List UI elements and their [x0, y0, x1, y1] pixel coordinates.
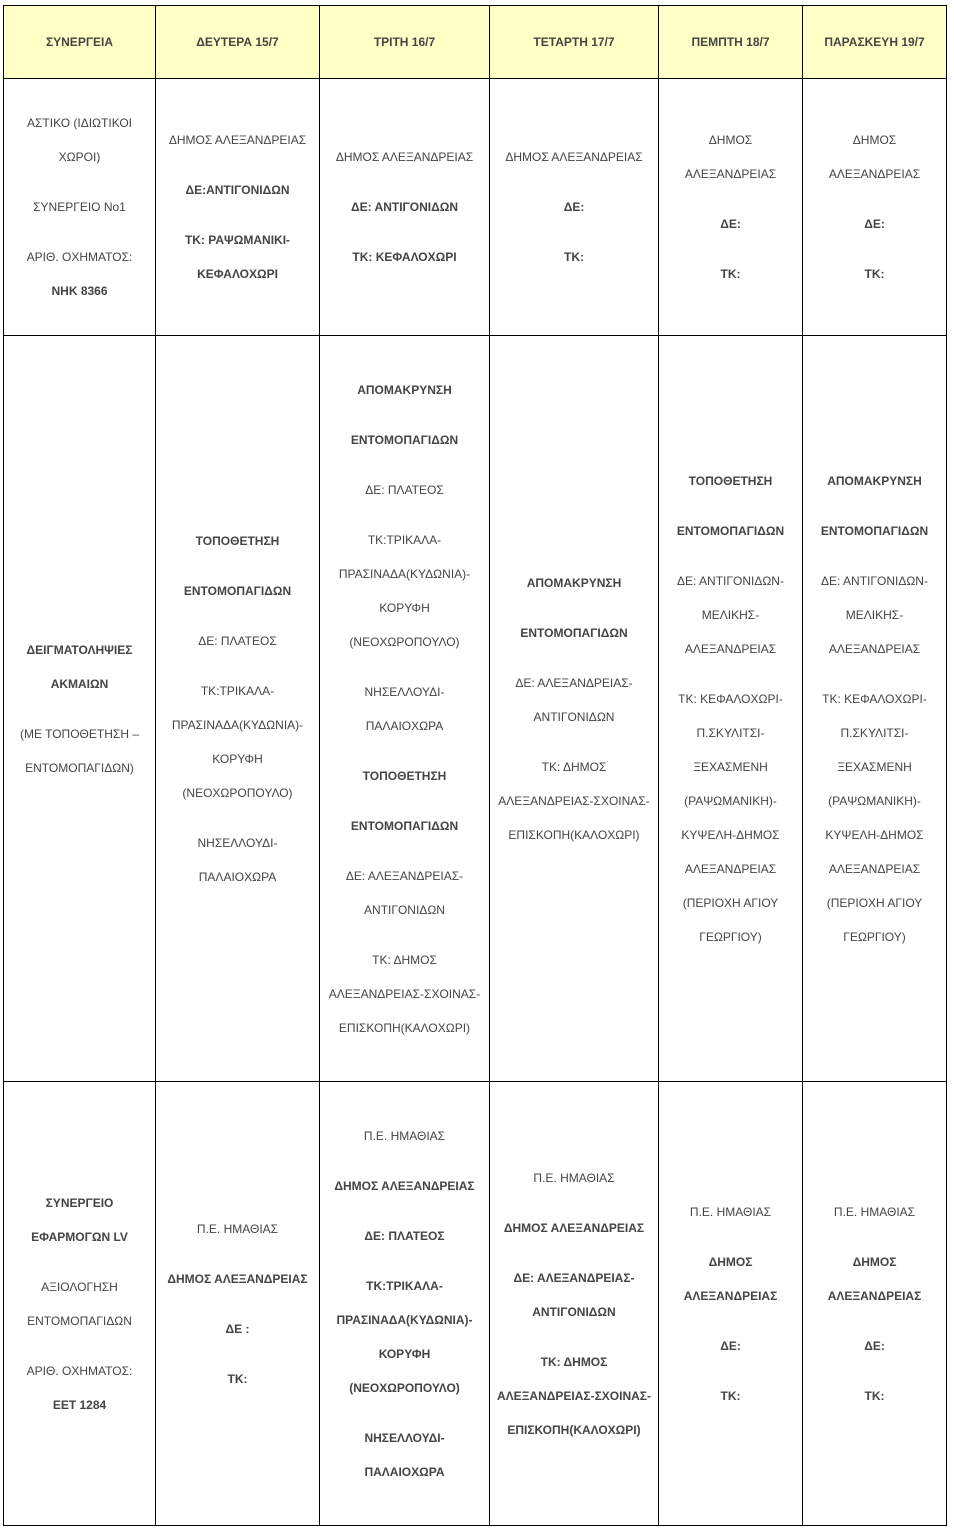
cell-text: ΤΚ: — [227, 1371, 248, 1386]
cell-paragraph — [496, 240, 652, 274]
cell-paragraph — [496, 1261, 652, 1329]
cell-paragraph — [326, 809, 483, 843]
cell-paragraph — [326, 1119, 483, 1153]
cell-text: ΝΗΣΕΛΛΟΥΔΙ-ΠΑΛΑΙΟΧΩΡΑ — [364, 684, 445, 733]
cell-paragraph — [162, 624, 313, 658]
cell-paragraph — [10, 717, 149, 785]
cell-paragraph — [326, 1269, 483, 1405]
cell-paragraph — [162, 574, 313, 608]
cell-text: ΕΝΤΟΜΟΠΑΓΙΔΩΝ — [183, 583, 292, 598]
cell-text: ΔΕ: ΠΛΑΤΕΟΣ — [198, 633, 277, 648]
day-cell — [320, 336, 490, 1082]
cell-paragraph — [326, 190, 483, 224]
cell-text: ΤΚ:ΤΡΙΚΑΛΑ-ΠΡΑΣΙΝΑΔΑ(ΚΥΔΩΝΙΑ)-ΚΟΡΥΦΗ (ΝΕΟΧΩΡΟΠΟΥΛΟ) — [336, 1278, 473, 1395]
cell-paragraph — [809, 123, 940, 191]
cell-paragraph — [496, 190, 652, 224]
cell-text: ΕΝΤΟΜΟΠΑΓΙΔΩΝ — [350, 818, 459, 833]
cell-paragraph — [326, 523, 483, 659]
cell-paragraph — [10, 1354, 149, 1422]
cell-text: ΔΕ: ΑΝΤΙΓΟΝΙΔΩΝ-ΜΕΛΙΚΗΣ-ΑΛΕΞΑΝΔΡΕΙΑΣ — [821, 573, 928, 656]
cell-paragraph — [162, 1312, 313, 1346]
day-cell — [156, 79, 320, 336]
header-cell-tuesday: ΤΡΙΤΗ 16/7 — [320, 6, 490, 79]
cell-paragraph — [10, 190, 149, 224]
day-cell — [490, 1082, 659, 1526]
cell-paragraph — [496, 1345, 652, 1447]
cell-text: ΤΚ: — [720, 1388, 741, 1403]
cell-text: ΤΟΠΟΘΕΤΗΣΗ — [362, 768, 447, 783]
cell-paragraph — [162, 674, 313, 810]
cell-text: ΔΕ: ΑΛΕΞΑΝΔΡΕΙΑΣ-ΑΝΤΙΓΟΝΙΔΩΝ — [345, 868, 464, 917]
vehicle-plate: ΝΗΚ 8366 — [51, 284, 108, 298]
cell-text: Π.Ε. ΗΜΑΘΙΑΣ — [363, 1128, 446, 1143]
cell-paragraph — [10, 1270, 149, 1338]
cell-text: ΔΕ: ΠΛΑΤΕΟΣ — [365, 482, 444, 497]
cell-paragraph — [162, 173, 313, 207]
cell-text: ΑΡΙΘ. ΟΧΗΜΑΤΟΣ: — [26, 1363, 133, 1378]
cell-text: ΤΚ: — [864, 267, 885, 281]
cell-paragraph — [326, 859, 483, 927]
cell-text: ΑΞΙΟΛΟΓΗΣΗ ΕΝΤΟΜΟΠΑΓΙΔΩΝ — [27, 1279, 132, 1328]
cell-text: ΤΚ:ΤΡΙΚΑΛΑ-ΠΡΑΣΙΝΑΔΑ(ΚΥΔΩΝΙΑ)-ΚΟΡΥΦΗ (ΝΕΟΧΩΡΟΠΟΥΛΟ) — [338, 532, 471, 649]
cell-text: ΔΗΜΟΣ ΑΛΕΞΑΝΔΡΕΙΑΣ — [334, 1178, 475, 1193]
cell-paragraph — [326, 943, 483, 1045]
cell-paragraph — [809, 207, 940, 241]
cell-paragraph — [496, 566, 652, 600]
cell-text: ΑΠΟΜΑΚΡΥΝΣΗ — [827, 473, 922, 488]
day-cell — [320, 1082, 490, 1526]
cell-text: ΕΝΤΟΜΟΠΑΓΙΔΩΝ — [520, 625, 628, 640]
cell-paragraph — [162, 123, 313, 157]
cell-paragraph — [809, 1195, 940, 1229]
cell-paragraph — [809, 682, 940, 954]
cell-paragraph — [326, 759, 483, 793]
cell-paragraph — [10, 633, 149, 701]
cell-text: ΔΕ: ΠΛΑΤΕΟΣ — [364, 1228, 445, 1243]
cell-paragraph — [665, 1245, 796, 1313]
cell-paragraph — [665, 564, 796, 666]
cell-text: ΤΚ: ΚΕΦΑΛΟΧΩΡΙ — [352, 250, 457, 264]
cell-text: ΣΥΝΕΡΓΕΙΟ ΕΦΑΡΜΟΓΩΝ LV — [31, 1195, 128, 1244]
cell-text: ΔΗΜΟΣ ΑΛΕΞΑΝΔΡΕΙΑΣ — [683, 1254, 778, 1303]
cell-text: ΕΝΤΟΜΟΠΑΓΙΔΩΝ — [820, 523, 929, 538]
cell-text: ΤΚ: — [720, 267, 741, 281]
cell-text: Π.Ε. ΗΜΑΘΙΑΣ — [689, 1204, 772, 1219]
cell-paragraph — [665, 1195, 796, 1229]
cell-text: ΔΗΜΟΣ ΑΛΕΞΑΝΔΡΕΙΑΣ — [168, 133, 307, 147]
cell-paragraph — [326, 140, 483, 174]
cell-paragraph — [496, 750, 652, 852]
cell-paragraph — [10, 106, 149, 174]
cell-text: ΔΗΜΟΣ ΑΛΕΞΑΝΔΡΕΙΑΣ — [503, 1220, 645, 1235]
cell-text: ΔΕ : — [225, 1321, 250, 1336]
day-cell — [156, 1082, 320, 1526]
cell-paragraph — [496, 1211, 652, 1245]
cell-paragraph — [809, 514, 940, 548]
cell-text: ΔΕΙΓΜΑΤΟΛΗΨΙΕΣ ΑΚΜΑΙΩΝ — [26, 642, 133, 691]
cell-text: ΕΝΤΟΜΟΠΑΓΙΔΩΝ — [676, 523, 785, 538]
cell-paragraph — [809, 257, 940, 291]
cell-text: ΝΗΣΕΛΛΟΥΔΙ-ΠΑΛΑΙΟΧΩΡΑ — [364, 1430, 445, 1479]
cell-text: ΔΕ: ΑΛΕΞΑΝΔΡΕΙΑΣ-ΑΝΤΙΓΟΝΙΔΩΝ — [513, 1270, 635, 1319]
cell-paragraph — [496, 1161, 652, 1195]
cell-paragraph — [326, 240, 483, 274]
cell-text: ΤΚ:ΤΡΙΚΑΛΑ-ΠΡΑΣΙΝΑΔΑ(ΚΥΔΩΝΙΑ)-ΚΟΡΥΦΗ (ΝΕΟΧΩΡΟΠΟΥΛΟ) — [171, 683, 304, 800]
cell-text: Π.Ε. ΗΜΑΘΙΑΣ — [833, 1204, 916, 1219]
cell-paragraph — [326, 1219, 483, 1253]
cell-text: ΑΣΤΙΚΟ (ΙΔΙΩΤΙΚΟΙ ΧΩΡΟΙ) — [26, 116, 132, 164]
cell-text: ΤΟΠΟΘΕΤΗΣΗ — [688, 473, 773, 488]
cell-paragraph — [326, 373, 483, 407]
cell-text: ΤΚ: ΚΕΦΑΛΟΧΩΡΙ-Π.ΣΚΥΛΙΤΣΙ-ΞΕΧΑΣΜΕΝΗ (ΡΑΨΩΜΑΝΙΚΗ)-ΚΥΨΕΛΗ-ΔΗΜΟΣ ΑΛΕΞΑΝΔΡΕΙΑΣ (ΠΕΡΙΟΧΗ ΑΓΙΟΥ ΓΕΩΡΓΙΟΥ) — [678, 691, 783, 944]
cell-text: ΑΡΙΘ. ΟΧΗΜΑΤΟΣ: — [26, 250, 133, 264]
day-cell — [490, 79, 659, 336]
cell-text: ΔΕ: — [720, 1338, 741, 1353]
cell-text: ΔΕ: — [720, 217, 741, 231]
header-cell-monday: ΔΕΥΤΕΡΑ 15/7 — [156, 6, 320, 79]
cell-paragraph — [665, 1329, 796, 1363]
day-cell — [659, 79, 803, 336]
cell-text: ΔΕ: — [864, 1338, 885, 1353]
day-cell — [156, 336, 320, 1082]
cell-paragraph — [162, 826, 313, 894]
cell-paragraph — [496, 666, 652, 734]
cell-paragraph — [665, 1379, 796, 1413]
cell-paragraph — [326, 1421, 483, 1489]
cell-text: ΤΚ: ΡΑΨΩΜΑΝΙΚΙ-ΚΕΦΑΛΟΧΩΡΙ — [184, 233, 291, 281]
cell-text: ΤΚ: ΔΗΜΟΣ ΑΛΕΞΑΝΔΡΕΙΑΣ-ΣΧΟΙΝΑΣ-ΕΠΙΣΚΟΠΗ(ΚΑΛΟΧΩΡΙ) — [328, 952, 481, 1035]
cell-text: ΔΗΜΟΣ ΑΛΕΞΑΝΔΡΕΙΑΣ — [167, 1271, 308, 1286]
cell-text: ΑΠΟΜΑΚΡΥΝΣΗ — [526, 575, 622, 590]
cell-paragraph — [326, 675, 483, 743]
header-cell-friday: ΠΑΡΑΣΚΕΥΗ 19/7 — [803, 6, 947, 79]
cell-text: ΤΚ: ΔΗΜΟΣ ΑΛΕΞΑΝΔΡΕΙΑΣ-ΣΧΟΙΝΑΣ-ΕΠΙΣΚΟΠΗ(ΚΑΛΟΧΩΡΙ) — [498, 759, 650, 842]
cell-paragraph — [809, 1329, 940, 1363]
table-row — [4, 79, 947, 336]
header-row — [4, 6, 947, 79]
cell-paragraph — [10, 1186, 149, 1254]
cell-paragraph — [809, 464, 940, 498]
cell-paragraph — [809, 1379, 940, 1413]
cell-paragraph — [496, 616, 652, 650]
team-cell — [4, 1082, 156, 1526]
cell-paragraph — [665, 123, 796, 191]
cell-text: ΤΚ: ΔΗΜΟΣ ΑΛΕΞΑΝΔΡΕΙΑΣ-ΣΧΟΙΝΑΣ-ΕΠΙΣΚΟΠΗ(ΚΑΛΟΧΩΡΙ) — [497, 1354, 651, 1437]
cell-paragraph — [326, 1169, 483, 1203]
cell-text: ΔΗΜΟΣ ΑΛΕΞΑΝΔΡΕΙΑΣ — [827, 1254, 922, 1303]
day-cell — [803, 336, 947, 1082]
schedule-table — [3, 5, 947, 1526]
cell-text: ΝΗΣΕΛΛΟΥΔΙ-ΠΑΛΑΙΟΧΩΡΑ — [197, 835, 278, 884]
cell-paragraph — [162, 1262, 313, 1296]
cell-text: ΤΟΠΟΘΕΤΗΣΗ — [195, 533, 280, 548]
cell-paragraph — [665, 257, 796, 291]
cell-text: Π.Ε. ΗΜΑΘΙΑΣ — [533, 1170, 615, 1185]
cell-text: ΤΚ: — [564, 250, 584, 264]
cell-text: ΔΕ: ΑΝΤΙΓΟΝΙΔΩΝ-ΜΕΛΙΚΗΣ-ΑΛΕΞΑΝΔΡΕΙΑΣ — [677, 573, 784, 656]
cell-text: ΔΕ: — [563, 200, 585, 214]
cell-paragraph — [665, 464, 796, 498]
day-cell — [490, 336, 659, 1082]
cell-paragraph — [10, 240, 149, 308]
cell-paragraph — [809, 1245, 940, 1313]
team-cell — [4, 336, 156, 1082]
header-cell-thursday: ΠΕΜΠΤΗ 18/7 — [659, 6, 803, 79]
header-cell-teams: ΣΥΝΕΡΓΕΙΑ — [4, 6, 156, 79]
team-cell — [4, 79, 156, 336]
cell-text: ΔΕ: — [864, 217, 885, 231]
cell-text: ΔΕ: ΑΛΕΞΑΝΔΡΕΙΑΣ-ΑΝΤΙΓΟΝΙΔΩΝ — [515, 675, 633, 724]
cell-text: ΤΚ: — [864, 1388, 885, 1403]
cell-paragraph — [326, 423, 483, 457]
cell-paragraph — [665, 207, 796, 241]
cell-text: ΔΗΜΟΣ ΑΛΕΞΑΝΔΡΕΙΑΣ — [828, 133, 921, 181]
cell-text: ΤΚ: ΚΕΦΑΛΟΧΩΡΙ-Π.ΣΚΥΛΙΤΣΙ-ΞΕΧΑΣΜΕΝΗ (ΡΑΨΩΜΑΝΙΚΗ)-ΚΥΨΕΛΗ-ΔΗΜΟΣ ΑΛΕΞΑΝΔΡΕΙΑΣ (ΠΕΡΙΟΧΗ ΑΓΙΟΥ ΓΕΩΡΓΙΟΥ) — [822, 691, 927, 944]
day-cell — [320, 79, 490, 336]
cell-text: ΔΕ:ΑΝΤΙΓΟΝΙΔΩΝ — [185, 183, 290, 197]
cell-paragraph — [809, 564, 940, 666]
cell-text: ΣΥΝΕΡΓΕΙΟ Νο1 — [33, 200, 126, 214]
header-cell-wednesday: ΤΕΤΑΡΤΗ 17/7 — [490, 6, 659, 79]
day-cell — [659, 1082, 803, 1526]
cell-paragraph — [162, 524, 313, 558]
table-row — [4, 1082, 947, 1526]
cell-text: ΕΝΤΟΜΟΠΑΓΙΔΩΝ — [350, 432, 459, 447]
cell-paragraph — [162, 1212, 313, 1246]
cell-paragraph — [162, 1362, 313, 1396]
cell-text: Π.Ε. ΗΜΑΘΙΑΣ — [196, 1221, 279, 1236]
day-cell — [803, 1082, 947, 1526]
cell-text: (ΜΕ ΤΟΠΟΘΕΤΗΣΗ –ΕΝΤΟΜΟΠΑΓΙΔΩΝ) — [20, 726, 139, 775]
cell-text: ΔΗΜΟΣ ΑΛΕΞΑΝΔΡΕΙΑΣ — [335, 150, 474, 164]
cell-paragraph — [665, 682, 796, 954]
cell-paragraph — [162, 223, 313, 291]
vehicle-plate: ΕΕΤ 1284 — [52, 1397, 107, 1412]
cell-text: ΔΕ: ΑΝΤΙΓΟΝΙΔΩΝ — [351, 200, 458, 214]
table-row — [4, 336, 947, 1082]
cell-paragraph — [326, 473, 483, 507]
cell-paragraph — [496, 140, 652, 174]
day-cell — [803, 79, 947, 336]
cell-text: ΔΗΜΟΣ ΑΛΕΞΑΝΔΡΕΙΑΣ — [684, 133, 777, 181]
cell-text: ΔΗΜΟΣ ΑΛΕΞΑΝΔΡΕΙΑΣ — [505, 150, 643, 164]
cell-paragraph — [665, 514, 796, 548]
cell-text: ΑΠΟΜΑΚΡΥΝΣΗ — [357, 382, 452, 397]
day-cell — [659, 336, 803, 1082]
